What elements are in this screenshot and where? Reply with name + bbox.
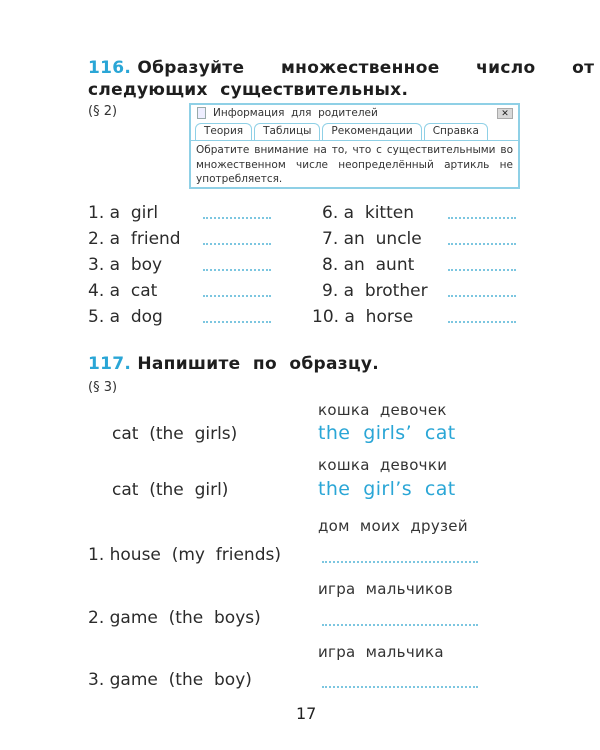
exercise-number: 116. xyxy=(88,58,132,78)
list-item: 4. a cat xyxy=(88,281,158,301)
answer-blank[interactable] xyxy=(448,215,516,219)
info-text: Обратите внимание на то, что с существительными во множественном числе неопределённый артикль не употребляется. xyxy=(196,144,513,185)
document-icon xyxy=(197,107,206,119)
exercise-title: Напишите по образцу. xyxy=(137,354,379,374)
tab-recommendations[interactable]: Рекомендации xyxy=(322,123,421,140)
divider xyxy=(191,140,518,141)
translation: игра мальчика xyxy=(318,643,444,661)
answer-blank[interactable] xyxy=(203,267,271,271)
translation: кошка девочки xyxy=(318,456,448,474)
close-button[interactable]: ✕ xyxy=(497,108,513,119)
answer-blank[interactable] xyxy=(448,241,516,245)
example-answer: the girls’ cat xyxy=(318,422,456,444)
exercise-title-line2: следующих существительных. xyxy=(88,80,409,100)
answer-blank[interactable] xyxy=(448,267,516,271)
answer-blank[interactable] xyxy=(322,684,478,688)
task-prompt: 2. game (the boys) xyxy=(88,608,261,628)
answer-blank[interactable] xyxy=(448,293,516,297)
window-titlebar xyxy=(191,105,518,123)
answer-blank[interactable] xyxy=(203,241,271,245)
list-item: 10. a horse xyxy=(312,307,414,327)
tab-theory[interactable]: Теория xyxy=(195,123,252,140)
parent-info-window xyxy=(189,103,520,189)
answer-blank[interactable] xyxy=(448,319,516,323)
paragraph-ref: (§ 2) xyxy=(88,104,118,119)
translation: кошка девочек xyxy=(318,401,447,419)
answer-blank[interactable] xyxy=(203,215,271,219)
list-item: 5. a dog xyxy=(88,307,163,327)
window-title: Информация для родителей xyxy=(213,107,378,119)
translation: дом моих друзей xyxy=(318,517,468,535)
list-item: 2. a friend xyxy=(88,229,181,249)
list-item: 1. a girl xyxy=(88,203,159,223)
page-number: 17 xyxy=(296,704,317,723)
list-item: 9. a brother xyxy=(322,281,428,301)
paragraph-ref: (§ 3) xyxy=(88,380,118,395)
exercise-title: Образуйте множественное число от xyxy=(137,58,595,78)
list-item: 3. a boy xyxy=(88,255,163,275)
list-item: 6. a kitten xyxy=(322,203,414,223)
answer-blank[interactable] xyxy=(322,622,478,626)
tab-help[interactable]: Справка xyxy=(424,123,488,140)
list-item: 7. an uncle xyxy=(322,229,422,249)
task-prompt: 3. game (the boy) xyxy=(88,670,252,690)
answer-blank[interactable] xyxy=(203,319,271,323)
exercise-117-heading xyxy=(88,354,379,374)
task-prompt: 1. house (my friends) xyxy=(88,545,281,565)
example-prompt: cat (the girl) xyxy=(112,480,229,500)
tab-tables[interactable]: Таблицы xyxy=(254,123,320,140)
answer-blank[interactable] xyxy=(322,559,478,563)
answer-blank[interactable] xyxy=(203,293,271,297)
translation: игра мальчиков xyxy=(318,580,454,598)
exercise-number: 117. xyxy=(88,354,132,374)
tab-bar xyxy=(195,123,488,140)
example-prompt: cat (the girls) xyxy=(112,424,238,444)
exercise-116-heading xyxy=(88,58,594,78)
example-answer: the girl’s cat xyxy=(318,478,456,500)
list-item: 8. an aunt xyxy=(322,255,415,275)
